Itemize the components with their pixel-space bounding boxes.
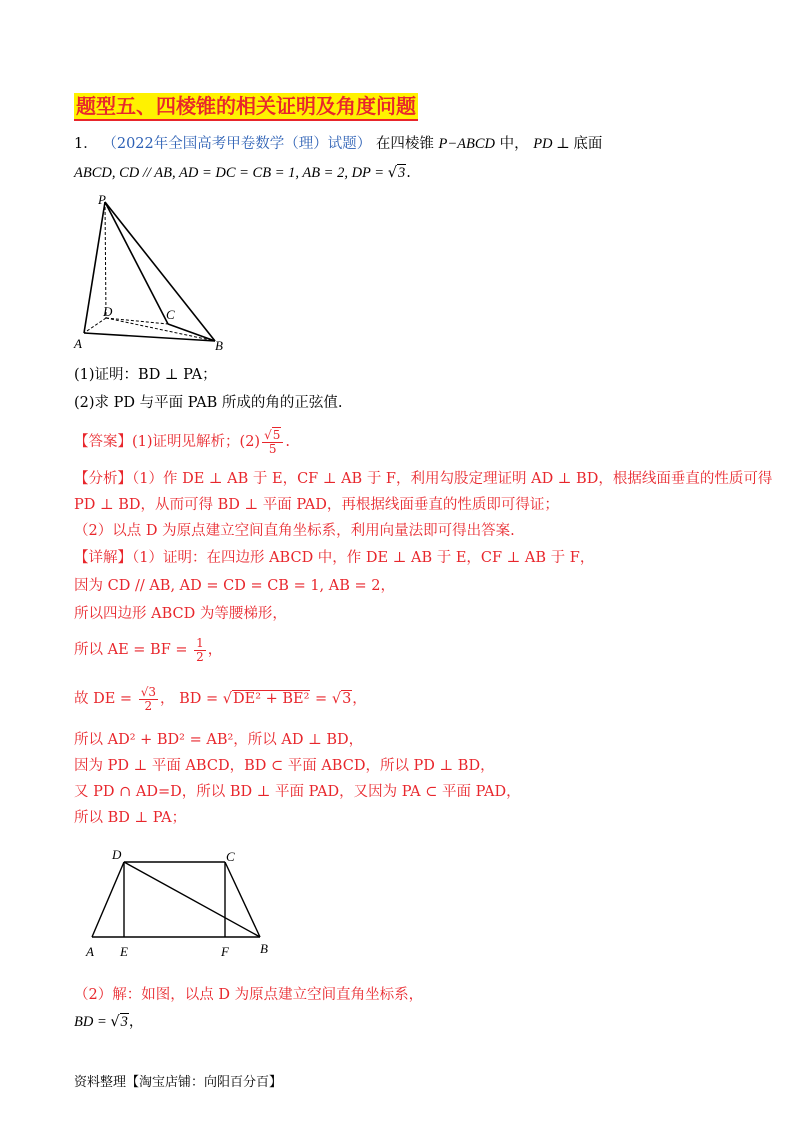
label-B: B [215,338,223,353]
edge-PA [84,202,105,333]
detail-line-6: 所以 AD² + BD² = AB²，所以 AD ⊥ BD， [74,732,364,748]
answer-tag: 【答案】 [74,434,132,450]
part2-line-2: BD = √3， [74,1014,144,1030]
segment-DB [124,862,260,937]
analysis-line-3: （2）以点 D 为原点建立空间直角坐标系，利用向量法即可得出答案. [74,523,515,539]
de-fraction: $\frac{√3}{2}$ [140,684,156,713]
pyramid-figure [70,190,240,360]
label-B: B [260,941,268,956]
period: . [285,434,290,450]
sqrt-value: 3 [120,1014,128,1030]
detail-line-4 [74,632,222,668]
detail-line-1 [74,548,594,568]
problem-line-2: ABCD, CD // AB, AD = DC = CB = 1, AB = 2, DP = √3. [74,165,411,181]
label-C: C [226,849,235,864]
detail-text: 故 DE = [74,691,137,707]
edge-PD [105,202,106,318]
problem-text: 在四棱锥 [375,136,434,152]
label-D: D [112,847,122,862]
label-F: F [221,944,229,959]
half-fraction: $\frac{1}{2}$ [196,635,204,664]
detail-line-5: 故 DE = $\frac{√3}{2}$ ， BD = √DE² + BE² = √3， [74,684,367,713]
part2-line-1: （2）解：如图，以点 D 为原点建立空间直角坐标系， [74,987,424,1003]
label-D: D [103,304,113,319]
edge-PB [105,202,215,341]
analysis-tag: 【分析】 [74,471,132,487]
answer-text: (1)证明见解析；(2) [132,434,261,450]
detail-text: BD = [74,1014,111,1030]
problem-text: 中， [499,136,529,152]
sqrt-value: 3 [397,165,406,181]
detail-text: ， [128,1014,144,1030]
question-1: (1)证明：BD ⊥ PA； [74,367,217,383]
detail-text: ， BD = [159,691,223,707]
sqrt-expression: DE² + BE² [232,691,310,707]
question-2: (2)求 PD 与平面 PAB 所成的角的正弦值. [74,395,343,411]
sqrt-value: 3 [342,691,352,707]
side-AD [92,862,124,937]
label-E: E [120,944,128,959]
label-A: A [74,336,82,351]
detail-text: （1）证明：在四边形 ABCD 中，作 DE ⊥ AB 于 E，CF ⊥ AB 于 F， [132,550,595,566]
label-C: C [166,307,175,322]
detail-line-3: 所以四边形 ABCD 为等腰梯形， [74,606,287,622]
analysis-line-2: PD ⊥ BD，从而可得 BD ⊥ 平面 PAD，再根据线面垂直的性质即可得证； [74,497,559,513]
answer-fraction: $\frac{√5}{5}$ [262,429,283,456]
detail-text: ， [207,642,223,658]
label-P: P [98,192,106,207]
problem-line-1 [74,134,602,154]
detail-line-9: 所以 BD ⊥ PA； [74,810,187,826]
problem-number: 1． [74,136,98,152]
footer-note: 资料整理【淘宝店铺：向阳百分百】 [74,1075,283,1090]
perp-condition: PD ⊥ [533,136,574,152]
trapezoid-figure [80,840,280,965]
detail-line-8: 又 PD ∩ AD=D，所以 BD ⊥ 平面 PAD，又因为 PA ⊂ 平面 PAD， [74,784,521,800]
detail-text: = [310,691,332,707]
pyramid-name: P−ABCD [438,136,495,152]
problem-source: （2022年全国高考甲卷数学（理）试题） [102,136,372,152]
analysis-line-1 [74,469,772,489]
detail-tag: 【详解】 [74,550,132,566]
edge-PC [105,202,168,324]
analysis-text: （1）作 DE ⊥ AB 于 E，CF ⊥ AB 于 F，利用勾股定理证明 AD ⊥ BD，根据线面垂直的性质可得 [132,471,773,487]
detail-line-7: 因为 PD ⊥ 平面 ABCD，BD ⊂ 平面 ABCD，所以 PD ⊥ BD， [74,758,495,774]
problem-conditions: ABCD, CD // AB, AD = DC = CB = 1, AB = 2, DP = [74,165,388,181]
edge-DA [84,318,106,333]
label-A: A [86,944,94,959]
side-CB [225,862,260,937]
section-title: 题型五、四棱锥的相关证明及角度问题 [74,93,418,121]
detail-line-2: 因为 CD // AB, AD = CD = CB = 1, AB = 2， [74,578,395,594]
edge-DC [106,318,168,324]
problem-text: 底面 [573,136,603,152]
answer-line [74,426,290,458]
period: . [406,165,411,181]
detail-text: 所以 AE = BF = [74,642,193,658]
detail-text: ， [352,691,367,707]
